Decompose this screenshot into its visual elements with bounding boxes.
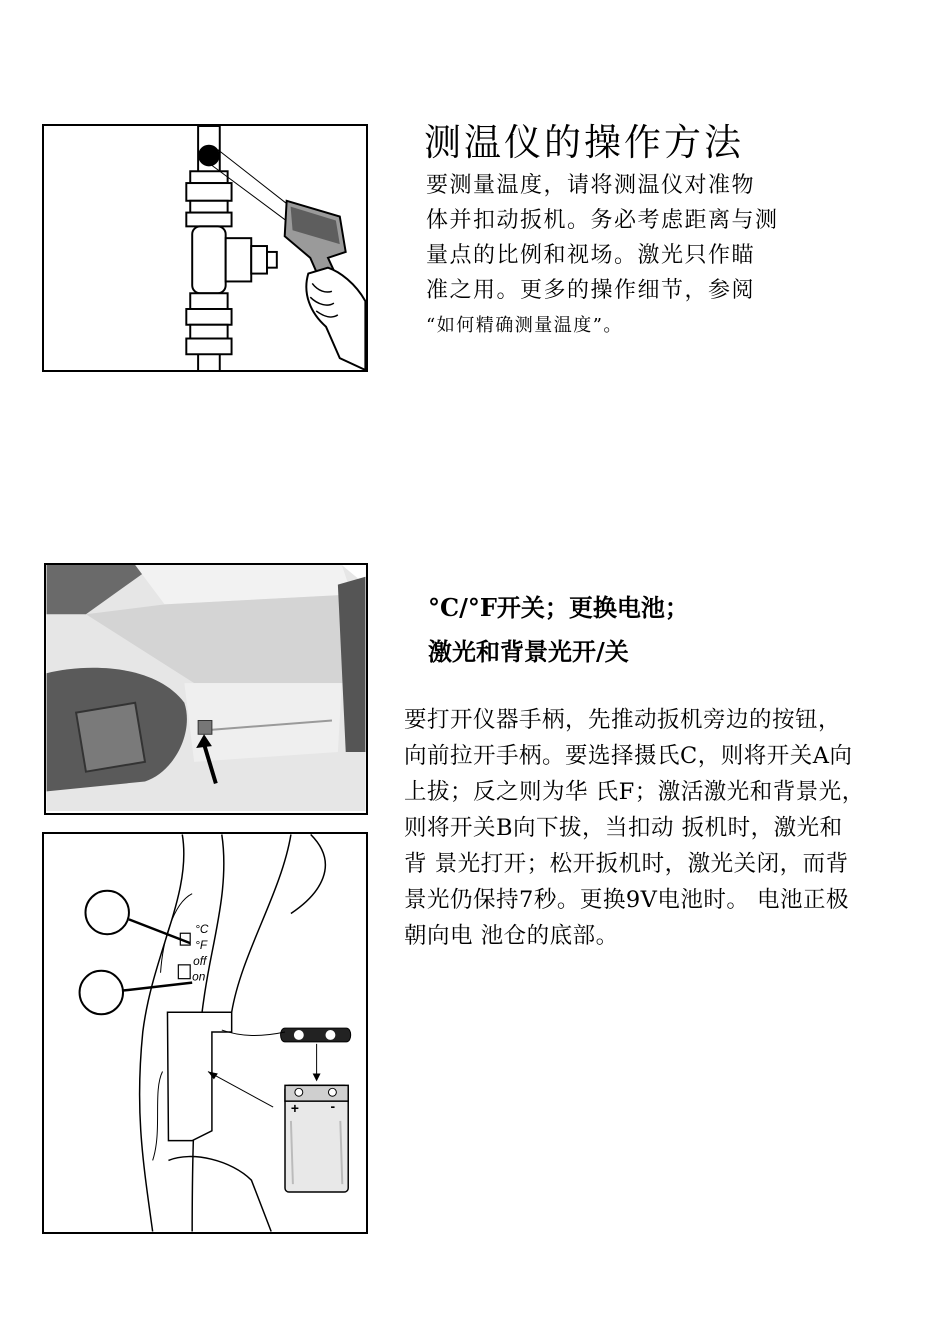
switch-label-fahrenheit: °F [195,938,208,953]
figure-battery-compartment [42,832,368,1234]
section-title-operation: 测温仪的操作方法 [424,121,744,164]
thermometer-aiming-illustration [44,126,366,370]
switches-line: 向前拉开手柄。要选择摄氏C，则将开关A向 [404,743,853,769]
switch-label-off: off [193,953,207,968]
section-title-switches [428,586,689,674]
operation-line: 体并扣动扳机。务必考虑距离与测 [426,208,779,233]
switches-line: 则将开关B向下拔，当扣动 扳机时，激光和 [404,815,843,841]
operation-line: 要测量温度，请将测温仪对准物 [426,173,756,198]
handle-button-photo [46,565,366,813]
switch-label-on: on [192,969,206,984]
operation-line: 量点的比例和视场。激光只作瞄 [426,243,756,268]
switches-title-line-2: 激光和背景光开/关 [428,637,629,666]
callout-circle-a [85,891,128,934]
figure-handle-button-photo [44,563,368,815]
battery-compartment-illustration [44,834,366,1232]
switches-title-line-1: °C/°F开关；更换电池； [428,593,689,622]
battery-minus-label: - [330,1098,336,1115]
switches-line: 朝向电 池仓的底部。 [404,923,619,949]
callout-circle-b [80,971,123,1014]
figure-thermometer-aiming [42,124,368,372]
battery-plus-label: + [290,1100,300,1117]
switches-line: 上拔；反之则为华 氏F；激活激光和背景光， [404,779,865,805]
switches-line: 背 景光打开；松开扳机时，激光关闭，而背 [404,851,849,877]
switch-label-celsius: °C [195,922,209,937]
switches-line: 景光仍保持7秒。更换9V电池时。 电池正极 [404,887,850,913]
operation-reference: “如何精确测量温度”。 [426,315,623,336]
operation-description [426,168,846,343]
operation-line: 准之用。更多的操作细节，参阅 [426,278,756,303]
switches-line: 要打开仪器手柄，先推动扳机旁边的按钮， [404,707,842,733]
switches-description [404,702,934,954]
